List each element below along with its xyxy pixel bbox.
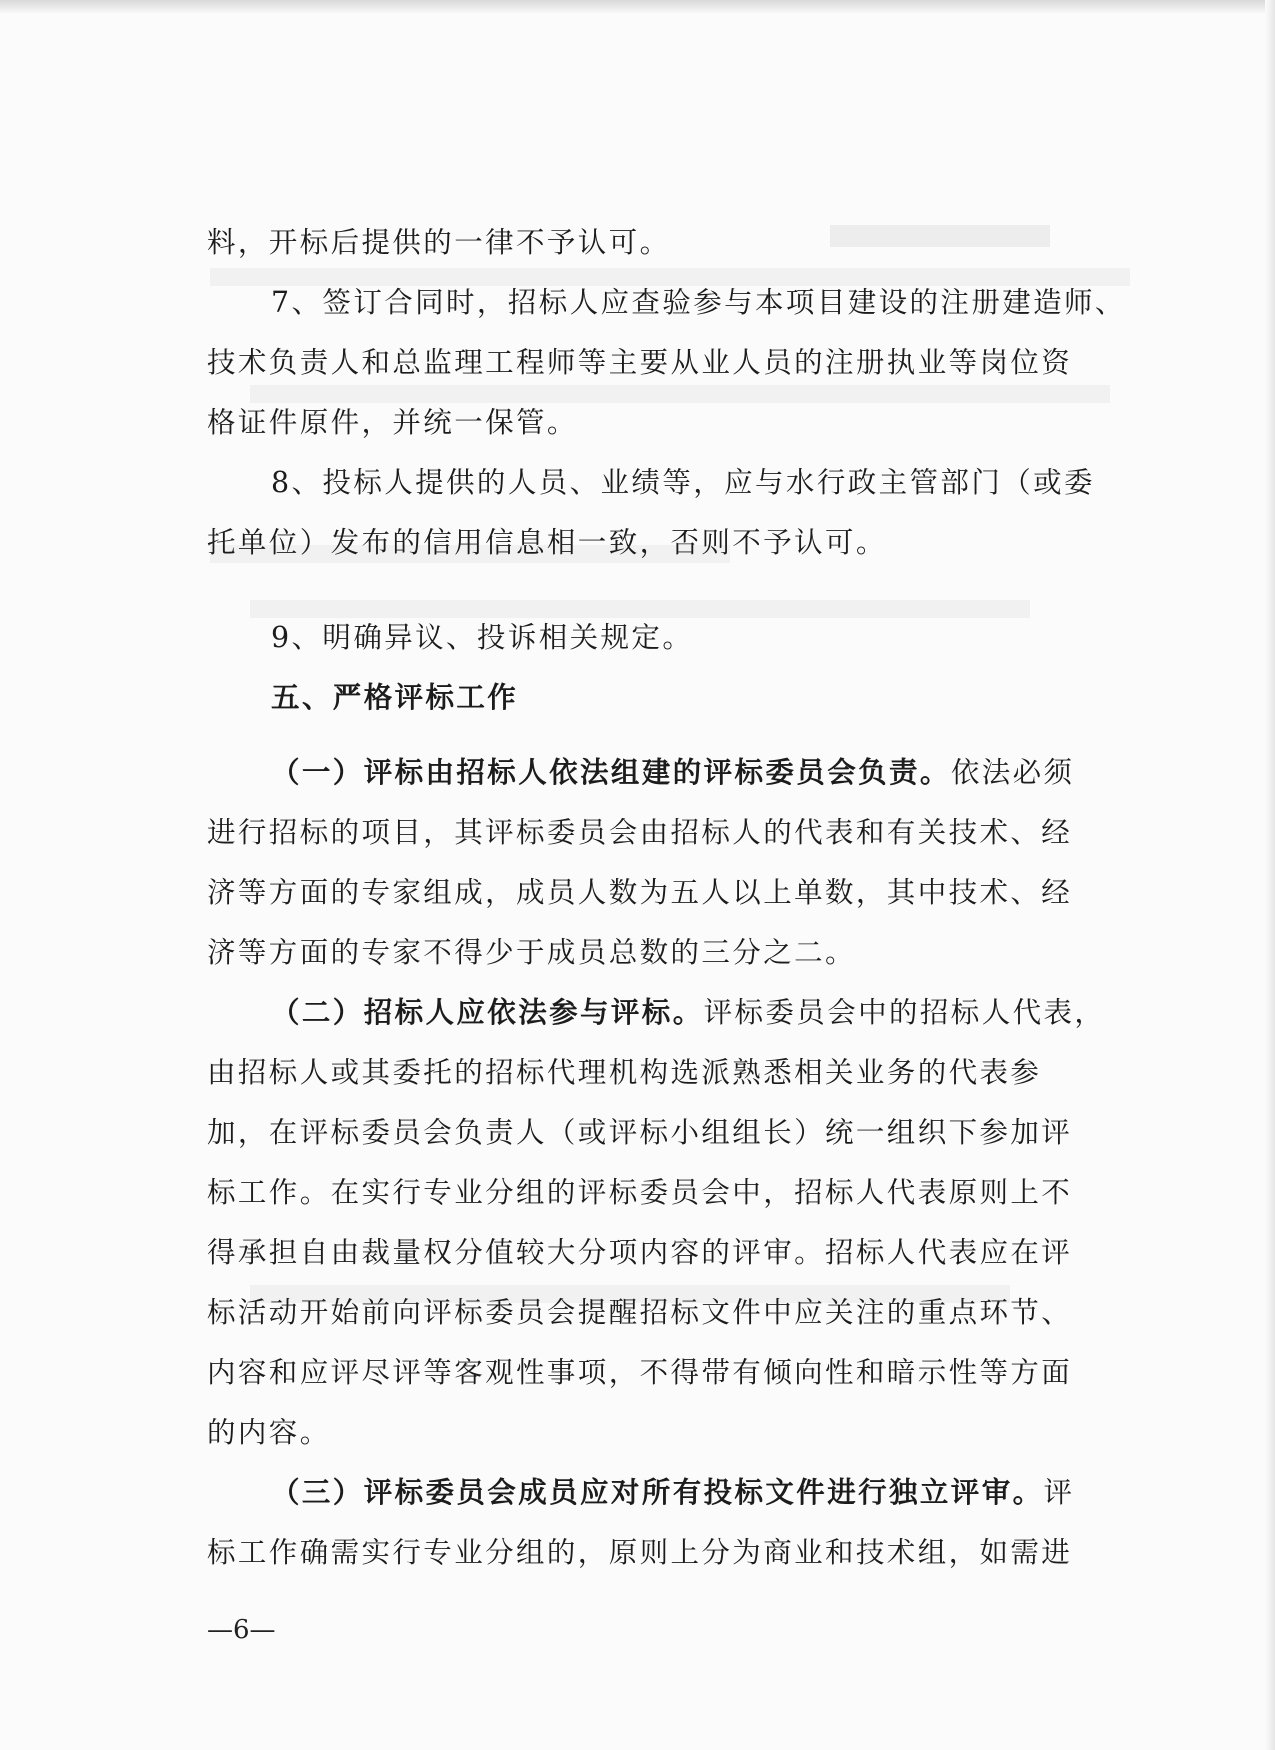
page-number: —6—	[207, 1615, 276, 1645]
paragraph-lead: （二）招标人应依法参与评标。	[271, 995, 704, 1029]
paragraph-line: 进行招标的项目，其评标委员会由招标人的代表和有关技术、经	[207, 816, 1073, 849]
paragraph-line: 标工作。在实行专业分组的评标委员会中，招标人代表原则上不	[207, 1176, 1073, 1209]
paragraph-line	[207, 1470, 1206, 1511]
paragraph-line: 标工作确需实行专业分组的，原则上分为商业和技术组，如需进	[207, 1536, 1073, 1569]
scan-edge-right	[1265, 0, 1275, 1750]
paragraph-line: 济等方面的专家不得少于成员总数的三分之二。	[207, 936, 856, 969]
paragraph-line	[207, 750, 1206, 791]
paragraph-text: 评标委员会中的招标人代表，	[703, 996, 1106, 1029]
paragraph-text: 依法必须	[950, 756, 1075, 789]
text-line: 技术负责人和总监理工程师等主要从业人员的注册执业等岗位资	[207, 346, 1073, 379]
paragraph-line: 济等方面的专家组成，成员人数为五人以上单数，其中技术、经	[207, 876, 1073, 909]
text-line: 8、投标人提供的人员、业绩等，应与水行政主管部门（或委	[271, 466, 1095, 499]
paragraph-line: 内容和应评尽评等客观性事项，不得带有倾向性和暗示性等方面	[207, 1356, 1073, 1389]
paragraph-line: 标活动开始前向评标委员会提醒招标文件中应关注的重点环节、	[207, 1296, 1073, 1329]
scan-edge-top	[0, 0, 1275, 14]
section-heading: 五、严格评标工作	[271, 680, 519, 714]
paragraph-line: 加，在评标委员会负责人（或评标小组组长）统一组织下参加评	[207, 1116, 1073, 1149]
paragraph-lead: （一）评标由招标人依法组建的评标委员会负责。	[271, 755, 951, 789]
text-line: 7、签订合同时，招标人应查验参与本项目建设的注册建造师、	[271, 286, 1126, 319]
paragraph-line: 得承担自由裁量权分值较大分项内容的评审。招标人代表应在评	[207, 1236, 1073, 1269]
paragraph-line: 由招标人或其委托的招标代理机构选派熟悉相关业务的代表参	[207, 1056, 1042, 1089]
text-line: 9、明确异议、投诉相关规定。	[271, 621, 694, 654]
text-line: 格证件原件，并统一保管。	[207, 406, 578, 439]
paragraph-line: 的内容。	[207, 1416, 331, 1449]
text-line: 托单位）发布的信用信息相一致，否则不予认可。	[207, 526, 887, 559]
text-line: 料，开标后提供的一律不予认可。	[207, 226, 671, 259]
paragraph-line	[207, 990, 1206, 1031]
paragraph-text: 评	[1043, 1476, 1075, 1509]
paragraph-lead: （三）评标委员会成员应对所有投标文件进行独立评审。	[271, 1475, 1044, 1509]
